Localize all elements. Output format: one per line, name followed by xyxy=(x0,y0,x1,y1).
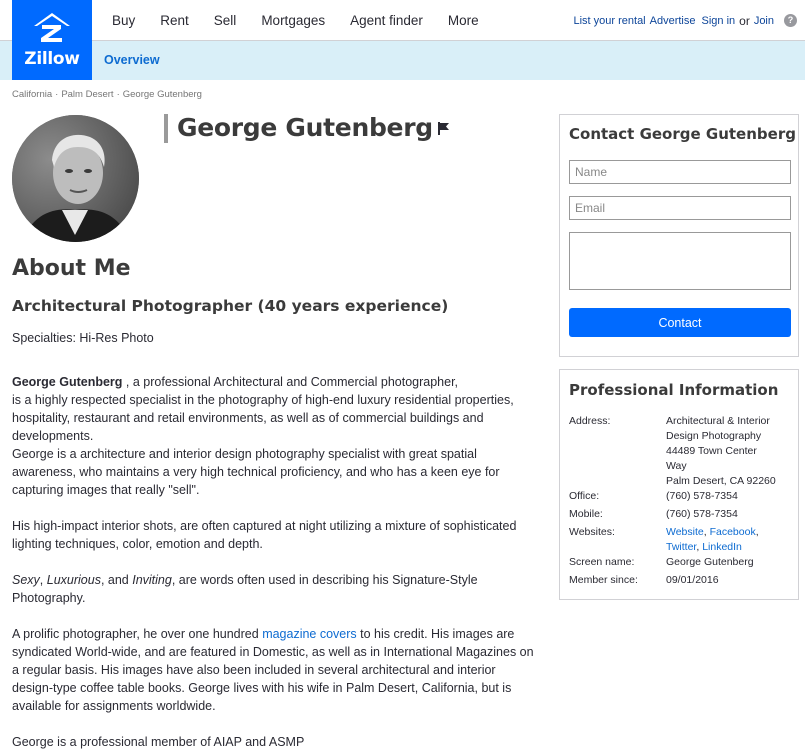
contact-heading: Contact George Gutenberg xyxy=(569,125,796,143)
or-text: or xyxy=(739,13,750,28)
flag-icon[interactable] xyxy=(438,122,450,135)
bio-paragraph-3 xyxy=(12,571,537,607)
breadcrumb-state[interactable]: California xyxy=(12,89,53,100)
bio-intro-text: , a professional Architectural and Commercial photographer, xyxy=(122,375,459,389)
website-link[interactable]: Website xyxy=(666,526,704,538)
twitter-link[interactable]: Twitter xyxy=(666,541,697,553)
address-line: Architectural & Interior xyxy=(666,415,770,427)
nav-agent-finder[interactable]: Agent finder xyxy=(350,13,423,28)
bio-word-inviting: Inviting xyxy=(132,573,172,587)
bio-paragraph-2: His high-impact interior shots, are often captured at night utilizing a mixture of sophisticated lighting techniques, color, emotion and depth. xyxy=(12,519,517,551)
screen-name-value: George Gutenberg xyxy=(666,556,754,568)
bio-signature-text: , are words often used in describing his Signature-Style Photography. xyxy=(12,573,478,605)
nav-sell[interactable]: Sell xyxy=(213,13,237,28)
contact-button[interactable]: Contact xyxy=(569,308,791,337)
bio-specialist-text: is a highly respected specialist in the photography of high-end luxury residential properties, hospitality, restaurant and retail environments, as well as of commercial buildings and developments. xyxy=(12,393,514,443)
address-label: Address: xyxy=(569,415,611,427)
member-since-label: Member since: xyxy=(569,574,638,586)
help-icon[interactable]: ? xyxy=(784,14,797,27)
bio-paragraph-1 xyxy=(12,373,537,499)
office-label: Office: xyxy=(569,490,600,502)
specialties-text: Specialties: Hi-Res Photo xyxy=(12,331,154,345)
address-value xyxy=(666,414,796,489)
tab-overview[interactable]: Overview xyxy=(104,53,160,67)
breadcrumb-city[interactable]: Palm Desert xyxy=(61,89,114,100)
linkedin-link[interactable]: LinkedIn xyxy=(702,541,742,553)
logo-wordmark: Zillow xyxy=(24,49,80,69)
bio-paragraph-4 xyxy=(12,625,537,715)
advertise-link[interactable]: Advertise xyxy=(649,14,696,27)
address-line: 44489 Town Center xyxy=(666,445,757,457)
bio-sep-1: , xyxy=(39,573,47,587)
name-input[interactable] xyxy=(569,160,791,184)
profile-subtitle: Architectural Photographer (40 years experience) xyxy=(12,297,449,315)
account-links xyxy=(569,0,797,41)
nav-rent[interactable]: Rent xyxy=(160,13,189,28)
bio-george-text: George is a architecture and interior design photography specialist with great spatial awareness, who maintains a very high technical proficiency, and who has a keen eye for capturing images that really "sell". xyxy=(12,447,500,497)
bio-paragraph-5: George is a professional member of AIAP and ASMP xyxy=(12,735,305,749)
email-input[interactable] xyxy=(569,196,791,220)
top-header xyxy=(0,0,805,41)
breadcrumb-profile[interactable]: George Gutenberg xyxy=(122,89,202,100)
join-link[interactable]: Join xyxy=(753,14,774,27)
address-line: Palm Desert, CA 92260 xyxy=(666,475,776,487)
bio-sep-2: , and xyxy=(100,573,133,587)
nav-buy[interactable]: Buy xyxy=(112,13,136,28)
bio-prolific-text: A prolific photographer, he over one hundred xyxy=(12,627,263,641)
contact-card xyxy=(559,114,799,357)
nav-more[interactable]: More xyxy=(447,13,479,28)
bio-name: George Gutenberg xyxy=(12,375,123,389)
screen-name-label: Screen name: xyxy=(569,556,635,568)
sign-in-link[interactable]: Sign in xyxy=(701,14,736,27)
profile-avatar xyxy=(12,115,139,242)
about-me-heading: About Me xyxy=(12,256,131,281)
address-line: Way xyxy=(666,460,687,472)
facebook-link[interactable]: Facebook xyxy=(709,526,756,538)
professional-info-card xyxy=(559,369,799,600)
address-line: Design Photography xyxy=(666,430,762,442)
office-phone: (760) 578-7354 xyxy=(666,490,738,502)
magazine-covers-link[interactable]: magazine covers xyxy=(262,627,357,641)
bio-syndicated-text: to his credit. His images are syndicated World-wide, and are featured in Domestic, as well as in International Magazines on a regular basis. His images have also been included in several architectural and interior design-type coffee table books. George lives with his wife in Palm Desert, California, but is available for assignments worldwide. xyxy=(12,627,534,713)
mobile-label: Mobile: xyxy=(569,508,603,520)
websites-label: Websites: xyxy=(569,526,615,538)
websites-list: Website, Facebook, Twitter, LinkedIn xyxy=(666,526,759,553)
name-accent-bar xyxy=(164,114,168,143)
list-rental-link[interactable]: List your rental xyxy=(573,14,646,27)
breadcrumb: California · Palm Desert · George Gutenberg xyxy=(12,89,202,100)
bio-word-luxurious: Luxurious xyxy=(46,573,101,587)
member-since-value: 09/01/2016 xyxy=(666,574,719,586)
pro-info-heading: Professional Information xyxy=(569,381,779,399)
zillow-house-icon xyxy=(33,12,71,44)
nav-mortgages[interactable]: Mortgages xyxy=(261,13,326,28)
profile-name: George Gutenberg xyxy=(177,113,433,142)
sub-nav xyxy=(0,41,805,80)
zillow-logo[interactable] xyxy=(12,0,92,80)
main-nav xyxy=(112,0,504,41)
bio-word-sexy: Sexy xyxy=(12,573,40,587)
message-textarea[interactable] xyxy=(569,232,791,290)
mobile-phone: (760) 578-7354 xyxy=(666,508,738,520)
portrait-image xyxy=(12,115,139,242)
